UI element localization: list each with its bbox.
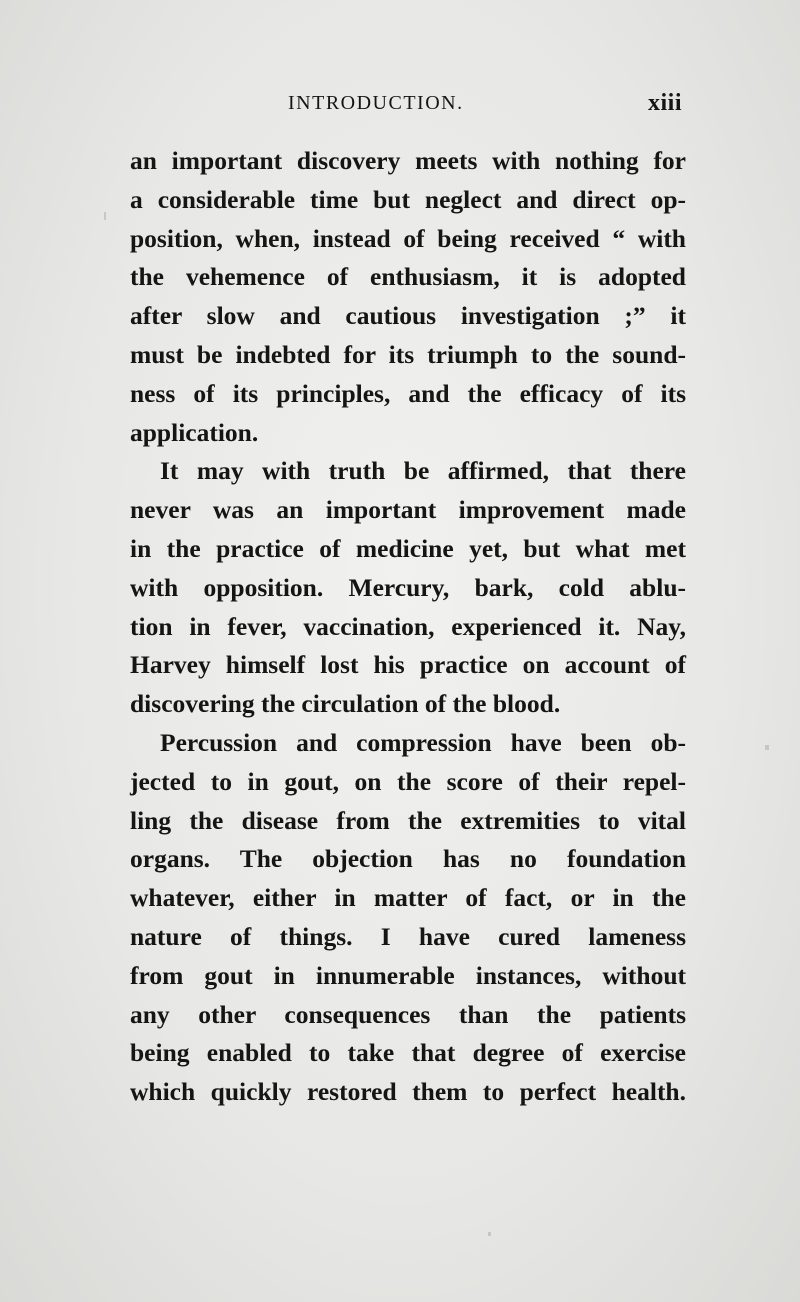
text-line: never was an important improvement made (130, 495, 686, 525)
text-line: whatever, either in matter of fact, or in the (130, 883, 686, 913)
text-line: after slow and cautious investigation ;” it (130, 301, 686, 331)
text-line: nature of things. I have cured lameness (130, 921, 686, 951)
text-line: jected to in gout, on the score of their repel- (130, 766, 686, 796)
text-line: ling the disease from the extremities to vital (130, 805, 686, 835)
paragraph-3 (130, 724, 686, 1112)
running-head-title: INTRODUCTION. (288, 92, 464, 114)
text-line: must be indebted for its triumph to the sound- (130, 339, 686, 369)
body-text (130, 142, 686, 1112)
text-line: organs. The objection has no foundation (130, 844, 686, 874)
text-line: being enabled to take that degree of exercise (130, 1038, 686, 1068)
paper-speck (488, 1232, 491, 1236)
paragraph-1 (130, 142, 686, 452)
paper-speck (765, 745, 769, 750)
paper-speck (104, 212, 106, 220)
paragraph-2 (130, 452, 686, 724)
text-line: tion in fever, vaccination, experienced it. Nay, (130, 611, 686, 641)
text-line: with opposition. Mercury, bark, cold ablu- (130, 572, 686, 602)
text-line: an important discovery meets with nothing for (130, 146, 686, 175)
page-number: xiii (647, 90, 682, 116)
text-line: discovering the circulation of the blood. (130, 689, 561, 719)
running-head (130, 92, 690, 124)
text-line: Percussion and compression have been ob- (160, 727, 686, 757)
text-line: position, when, instead of being received “ with (130, 223, 686, 253)
text-line: Harvey himself lost his practice on account of (130, 650, 686, 680)
text-line: which quickly restored them to perfect health. (130, 1077, 686, 1107)
text-line: a considerable time but neglect and direct op- (130, 184, 686, 214)
text-line: any other consequences than the patients (130, 999, 686, 1029)
text-line: It may with truth be affirmed, that there (160, 456, 686, 486)
text-line: the vehemence of enthusiasm, it is adopted (130, 262, 686, 292)
text-line: ness of its principles, and the efficacy of its (130, 378, 686, 408)
text-line: application. (130, 417, 259, 447)
text-line: from gout in innumerable instances, without (130, 960, 686, 990)
text-line: in the practice of medicine yet, but what met (130, 533, 686, 563)
